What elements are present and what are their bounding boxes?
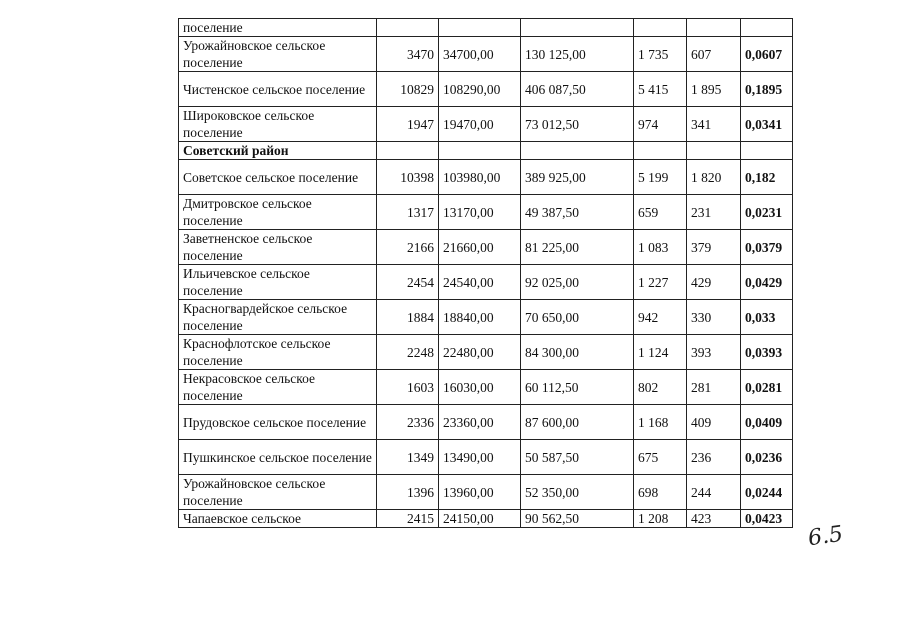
table-row — [179, 195, 793, 230]
cell-population: 1884 — [377, 300, 439, 335]
cell-population: 10398 — [377, 160, 439, 195]
cell-coefficient: 0,0236 — [741, 440, 793, 475]
cell-total: 81 225,00 — [521, 230, 634, 265]
section-row — [179, 142, 793, 160]
cell-value-b — [687, 19, 741, 37]
cell-population: 2454 — [377, 265, 439, 300]
table-row — [179, 440, 793, 475]
cell-name: Красногвардейское сельское поселение — [179, 300, 377, 335]
cell-value-b: 341 — [687, 107, 741, 142]
cell-value-a: 802 — [634, 370, 687, 405]
cell-total: 406 087,50 — [521, 72, 634, 107]
cell-amount: 19470,00 — [439, 107, 521, 142]
cell-amount: 13960,00 — [439, 475, 521, 510]
cell-total: 389 925,00 — [521, 160, 634, 195]
cell-coefficient — [741, 142, 793, 160]
cell-amount: 34700,00 — [439, 37, 521, 72]
cell-value-b: 607 — [687, 37, 741, 72]
cell-total: 84 300,00 — [521, 335, 634, 370]
cell-amount: 13170,00 — [439, 195, 521, 230]
table-row — [179, 335, 793, 370]
cell-coefficient: 0,0393 — [741, 335, 793, 370]
cell-amount: 23360,00 — [439, 405, 521, 440]
cell-population: 1317 — [377, 195, 439, 230]
cell-amount: 16030,00 — [439, 370, 521, 405]
cell-value-a: 5 415 — [634, 72, 687, 107]
cell-amount: 103980,00 — [439, 160, 521, 195]
cell-value-b: 236 — [687, 440, 741, 475]
cell-name: Прудовское сельское поселение — [179, 405, 377, 440]
cell-population: 10829 — [377, 72, 439, 107]
cell-population — [377, 19, 439, 37]
cell-value-b: 429 — [687, 265, 741, 300]
cell-total: 60 112,50 — [521, 370, 634, 405]
cell-name: Советский район — [179, 142, 377, 160]
table-row — [179, 107, 793, 142]
cell-value-a: 1 083 — [634, 230, 687, 265]
cell-population: 1349 — [377, 440, 439, 475]
cell-name: Урожайновское сельское поселение — [179, 475, 377, 510]
cell-coefficient: 0,033 — [741, 300, 793, 335]
cell-total: 87 600,00 — [521, 405, 634, 440]
table-row — [179, 37, 793, 72]
cell-name: Краснофлотское сельское поселение — [179, 335, 377, 370]
cell-value-b: 409 — [687, 405, 741, 440]
cell-population: 1947 — [377, 107, 439, 142]
cell-name: Пушкинское сельское поселение — [179, 440, 377, 475]
cell-amount — [439, 19, 521, 37]
cell-coefficient: 0,0423 — [741, 510, 793, 528]
cell-value-a — [634, 19, 687, 37]
cell-amount: 21660,00 — [439, 230, 521, 265]
cell-value-a: 1 208 — [634, 510, 687, 528]
cell-amount: 18840,00 — [439, 300, 521, 335]
cell-name: Некрасовское сельское поселение — [179, 370, 377, 405]
cell-population: 2248 — [377, 335, 439, 370]
cell-coefficient: 0,182 — [741, 160, 793, 195]
cell-value-a: 974 — [634, 107, 687, 142]
cell-total: 73 012,50 — [521, 107, 634, 142]
cell-total: 50 587,50 — [521, 440, 634, 475]
cell-name: Ильичевское сельское поселение — [179, 265, 377, 300]
cell-value-a: 659 — [634, 195, 687, 230]
cell-coefficient: 0,0429 — [741, 265, 793, 300]
cell-value-a: 1 168 — [634, 405, 687, 440]
cell-name: Заветненское сельское поселение — [179, 230, 377, 265]
cell-amount: 22480,00 — [439, 335, 521, 370]
cell-population: 1396 — [377, 475, 439, 510]
table-body — [179, 19, 793, 528]
cell-value-b — [687, 142, 741, 160]
cell-coefficient: 0,1895 — [741, 72, 793, 107]
table-row — [179, 300, 793, 335]
cell-value-a: 698 — [634, 475, 687, 510]
table-row — [179, 475, 793, 510]
cell-value-b: 379 — [687, 230, 741, 265]
cell-coefficient: 0,0607 — [741, 37, 793, 72]
cell-value-b: 330 — [687, 300, 741, 335]
cell-total: 49 387,50 — [521, 195, 634, 230]
cell-value-b: 393 — [687, 335, 741, 370]
cell-total: 52 350,00 — [521, 475, 634, 510]
cell-name: Дмитровское сельское поселение — [179, 195, 377, 230]
cell-name: Широковское сельское поселение — [179, 107, 377, 142]
cell-population: 2415 — [377, 510, 439, 528]
cell-population: 3470 — [377, 37, 439, 72]
cell-value-a: 675 — [634, 440, 687, 475]
cell-amount: 24150,00 — [439, 510, 521, 528]
cell-coefficient: 0,0281 — [741, 370, 793, 405]
cell-total — [521, 19, 634, 37]
settlements-table — [178, 18, 793, 528]
cell-name: Чапаевское сельское — [179, 510, 377, 528]
cell-population: 2336 — [377, 405, 439, 440]
cell-amount: 108290,00 — [439, 72, 521, 107]
cell-amount: 24540,00 — [439, 265, 521, 300]
cell-name: поселение — [179, 19, 377, 37]
cell-coefficient: 0,0231 — [741, 195, 793, 230]
cell-coefficient — [741, 19, 793, 37]
cell-total: 90 562,50 — [521, 510, 634, 528]
cell-coefficient: 0,0409 — [741, 405, 793, 440]
cell-name: Советское сельское поселение — [179, 160, 377, 195]
cell-total — [521, 142, 634, 160]
cell-value-b: 281 — [687, 370, 741, 405]
page-number-handwritten: 6.5 — [806, 521, 845, 552]
cell-name: Чистенское сельское поселение — [179, 72, 377, 107]
cell-amount: 13490,00 — [439, 440, 521, 475]
cell-coefficient: 0,0379 — [741, 230, 793, 265]
cell-total: 70 650,00 — [521, 300, 634, 335]
cell-total: 130 125,00 — [521, 37, 634, 72]
cell-value-a — [634, 142, 687, 160]
cell-value-a: 5 199 — [634, 160, 687, 195]
cell-value-a: 1 735 — [634, 37, 687, 72]
cell-value-b: 231 — [687, 195, 741, 230]
cell-total: 92 025,00 — [521, 265, 634, 300]
table-row — [179, 265, 793, 300]
cell-value-b: 423 — [687, 510, 741, 528]
table-row — [179, 72, 793, 107]
cell-value-b: 1 895 — [687, 72, 741, 107]
cell-value-a: 1 227 — [634, 265, 687, 300]
table-row — [179, 405, 793, 440]
cell-coefficient: 0,0341 — [741, 107, 793, 142]
table-row — [179, 510, 793, 528]
cell-value-a: 942 — [634, 300, 687, 335]
cell-name: Урожайновское сельское поселение — [179, 37, 377, 72]
cell-population — [377, 142, 439, 160]
cell-value-b: 244 — [687, 475, 741, 510]
table-row — [179, 230, 793, 265]
cell-population: 2166 — [377, 230, 439, 265]
table-row — [179, 160, 793, 195]
table-row — [179, 370, 793, 405]
table-row — [179, 19, 793, 37]
cell-amount — [439, 142, 521, 160]
cell-value-b: 1 820 — [687, 160, 741, 195]
cell-value-a: 1 124 — [634, 335, 687, 370]
cell-coefficient: 0,0244 — [741, 475, 793, 510]
cell-population: 1603 — [377, 370, 439, 405]
